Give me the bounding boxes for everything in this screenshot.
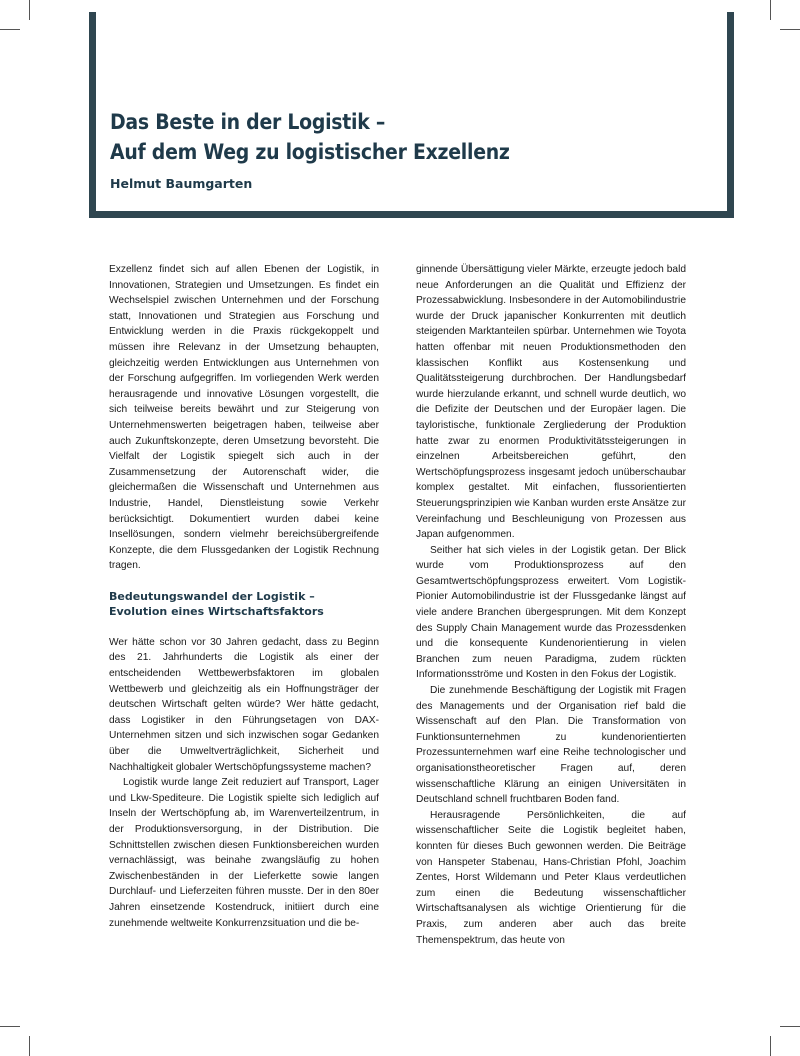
crop-mark (780, 29, 800, 30)
author-name: Helmut Baumgarten (110, 176, 253, 191)
crop-mark (780, 1026, 800, 1027)
body-paragraph: Wer hätte schon vor 30 Jahren gedacht, dass zu Beginn des 21. Jahrhunderts die Logistik als einer der entscheidenden Wettbewerbsfaktoren im globalen Wettbewerb und gleichzeitig als ein Hoffnungsträger der deutschen Wirtschaft gelten würde? Wer hätte gedacht, dass Logistiker in den Führungsetagen von DAX-Unternehmen sitzen und sich inzwischen sogar Gedanken über die Umweltverträglichkeit, Sicherheit und Nachhaltigkeit globaler Wertschöpfungssysteme machen? (109, 636, 379, 773)
crop-mark (770, 0, 771, 20)
crop-mark (0, 29, 20, 30)
crop-mark (29, 0, 30, 20)
body-paragraph: ginnende Übersättigung vieler Märkte, erzeugte jedoch bald neue Anforderungen an die Qualität und Effizienz der Prozessabwicklung. Insbesondere in der Automobilindustrie wurde der Druck japanischer Konkurrenten mit deutlich steigenden Marktanteilen spürbar. Unternehmen wie Toyota hatten offenbar mit neuen Produktionsmethoden den klassischen Konflikt aus Kostensenkung und Qualitätssteigerung durchbrochen. Der Handlungsbedarf wurde hierzulande erkannt, und schnell wurde deutlich, wo die Defizite der Deutschen und der Europäer lagen. Die tayloristische, funktionale Zergliederung der Produktion hatte zwar zu enormen Produktivitätssteigerungen in einzelnen Arbeitsbereichen geführt, den Wertschöpfungsprozess insgesamt jedoch unüberschaubar komplex gestaltet. Mit einfachen, flussorientierten Steuerungsprinzipien wie Kanban wurden erste Ansätze zur Vereinfachung und Beschleunigung von Prozessen aus Japan aufgenommen. (416, 264, 686, 541)
body-paragraph: Herausragende Persönlichkeiten, die auf wissenschaftlicher Seite die Logistik begleitet haben, konnten für dieses Buch gewonnen werden. Die Beiträge von Hanspeter Stabenau, Hans-Christian Pfohl, Joachim Zentes, Horst Wildemann und Peter Klaus verdeutlichen zum einen die Bedeutung wissenschaftlicher Wirtschaftsanalysen als wichtige Orientierung für die Praxis, zum anderen aber auch das breite Themenspektrum, das heute von (416, 809, 686, 946)
section-heading-line-2: Evolution eines Wirtschaftsfaktors (109, 604, 324, 618)
section-heading-line-1: Bedeutungswandel der Logistik – (109, 589, 315, 603)
title-line-1: Das Beste in der Logistik – (110, 110, 386, 134)
crop-mark (0, 1026, 20, 1027)
body-paragraph: Die zunehmende Beschäftigung der Logistik mit Fragen des Managements und der Organisation rief bald die Wissenschaft auf den Plan. Die Transformation von Funktionsunternehmen zu kundenorientierten Prozessunternehmen warf eine Reihe technologischer und organisationstheoretischer Fragen auf, deren wissenschaftliche Klärung an einigen Universitäten in Deutschland schnell fruchtbaren Boden fand. (416, 685, 686, 806)
page-title (110, 107, 578, 167)
body-paragraph: Seither hat sich vieles in der Logistik getan. Der Blick wurde vom Produktionsprozess auf den Gesamtwertschöpfungsprozess erweitert. Vom Logistik-Pionier Automobilindustrie ist der Flussgedanke längst auf viele andere Branchen übergesprungen. Mit dem Konzept des Supply Chain Management wurde das Prozessdenken und die konsequente Kundenorientierung in vielen Branchen zum neuen Paradigma, zudem rückten Informationsströme und Kosten in den Fokus der Logistik. (416, 544, 686, 681)
body-paragraph: Logistik wurde lange Zeit reduziert auf Transport, Lager und Lkw-Spediteure. Die Logistik spielte sich lediglich auf Inseln der Wertschöpfung ab, im Warenverteilzentrum, in der Produktionsversorgung, in der Distribution. Die Schnittstellen zwischen diesen Funktionsbereichen wurden vernachlässigt, was beinahe zwangsläufig zu hohen Zwischenbeständen in der Lieferkette sowie langen Durchlauf- und Lieferzeiten führen musste. Der in den 80er Jahren einsetzende Kostendruck, initiiert durch eine zunehmende weltweite Konkurrenzsituation und die be- (109, 777, 379, 929)
section-heading (109, 589, 379, 619)
left-column (109, 262, 379, 931)
crop-mark (770, 1036, 771, 1056)
crop-mark (29, 1036, 30, 1056)
title-line-2: Auf dem Weg zu logistischer Exzellenz (110, 140, 510, 164)
intro-paragraph: Exzellenz findet sich auf allen Ebenen der Logistik, in Innovationen, Strategien und Umsetzungen. Es findet ein Wechselspiel zwischen Unternehmen und der Forschung statt, Innovationen und Strategien aus Forschung und Entwicklung werden in die Praxis rückgekoppelt und müssen ihre Relevanz in der Umsetzung behaupten, gleichzeitig werden Entwicklungen aus Unternehmen von der Forschung aufgegriffen. Im vorliegenden Werk werden herausragende und innovative Lösungen vorgestellt, die sich teilweise bereits bewährt und zur Steigerung von Unternehmenswerten beigetragen haben, teilweise aber auch Zukunftskonzepte, deren Umsetzung bevorsteht. Die Vielfalt der Logistik spiegelt sich auch in der Zusammensetzung der Autorenschaft wider, die gleichermaßen die Wissenschaft und Unternehmen aus Industrie, Handel, Dienstleistung sowie Verkehr berücksichtigt. Dokumentiert wurden dabei keine Insellösungen, sondern vielmehr bereichsübergreifende Konzepte, die dem Flussgedanken der Logistik Rechnung tragen. (109, 264, 379, 572)
right-column (416, 262, 686, 948)
